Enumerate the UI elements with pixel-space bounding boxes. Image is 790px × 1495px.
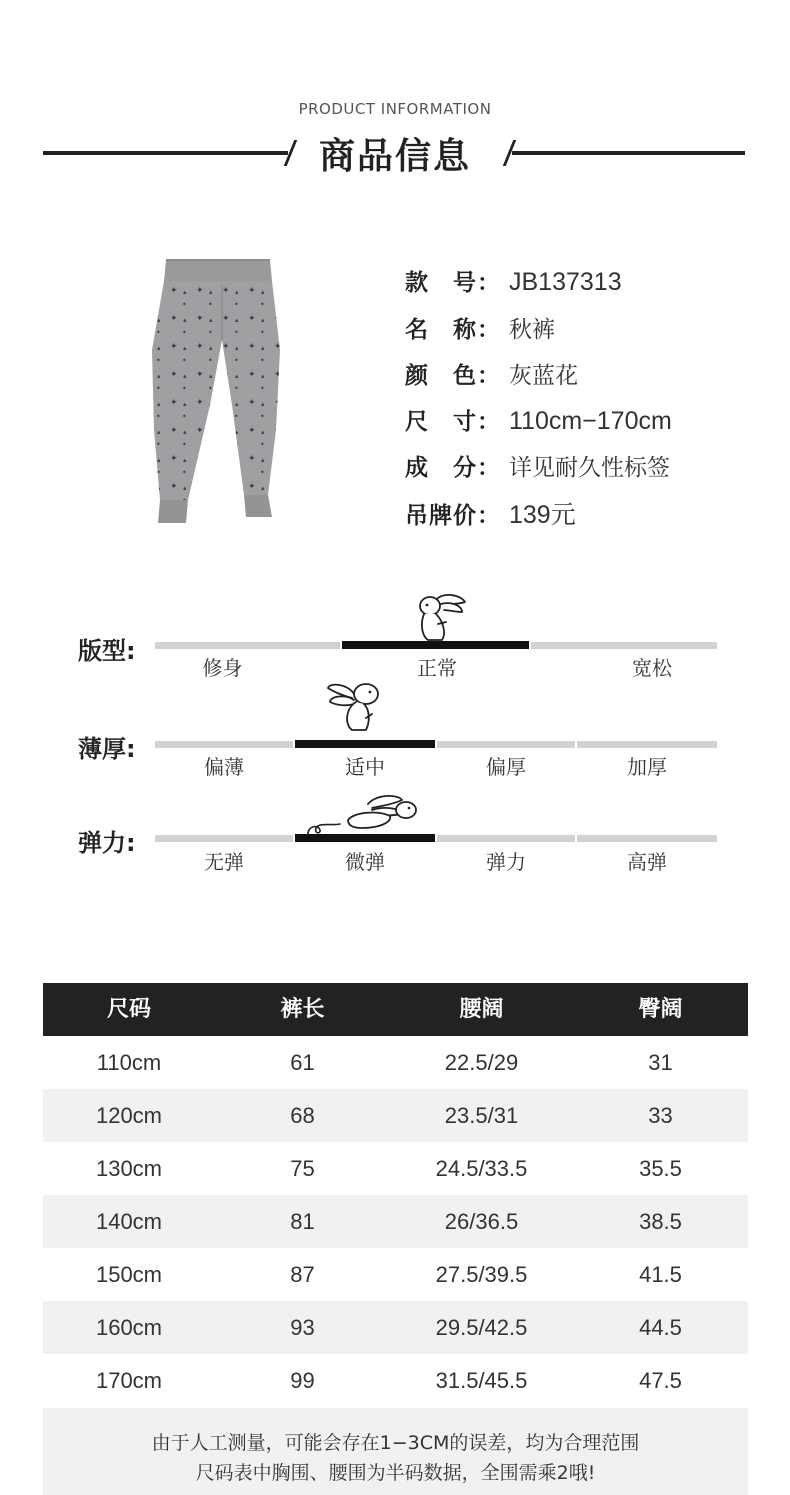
note-line: 尺码表中胸围、腰围为半码数据，全围需乘2哦! xyxy=(195,1462,596,1484)
info-row-material xyxy=(405,449,670,482)
gray-pants-icon xyxy=(140,255,280,527)
info-value: JB137313 xyxy=(509,268,622,296)
table-cell: 24.5/33.5 xyxy=(435,1156,528,1181)
scale-option: 无弹 xyxy=(204,850,244,874)
size-table-header xyxy=(43,983,748,1036)
table-cell: 27.5/39.5 xyxy=(435,1262,528,1287)
info-label: 款 号： xyxy=(405,270,501,296)
table-cell: 26/36.5 xyxy=(444,1209,519,1234)
info-label: 成 分： xyxy=(405,455,501,481)
info-value: 秋裤 xyxy=(509,317,555,343)
info-row-name xyxy=(405,311,555,344)
scale-track-segment xyxy=(577,835,717,842)
scale-option: 宽松 xyxy=(632,656,672,680)
table-cell: 61 xyxy=(290,1050,315,1075)
info-row-size xyxy=(405,403,672,436)
table-row xyxy=(43,1036,748,1089)
rabbit-hopping-icon xyxy=(326,680,386,738)
column-header: 裤长 xyxy=(280,997,325,1022)
scale-track-segment xyxy=(577,741,717,748)
table-cell: 31 xyxy=(648,1050,673,1075)
scale-option: 偏厚 xyxy=(486,755,526,779)
table-cell: 140cm xyxy=(95,1209,163,1234)
column-header: 腰阔 xyxy=(459,997,504,1022)
scale-track-selected xyxy=(295,740,435,748)
table-cell: 120cm xyxy=(95,1103,163,1128)
table-cell: 93 xyxy=(290,1315,315,1340)
table-cell: 130cm xyxy=(95,1156,163,1181)
rabbit-flying-icon xyxy=(306,792,424,836)
product-image xyxy=(140,255,280,531)
scale-track-segment xyxy=(437,741,575,748)
table-cell: 31.5/45.5 xyxy=(435,1368,528,1393)
table-row xyxy=(43,1301,748,1354)
scale-track-segment xyxy=(155,741,293,748)
scale-option: 加厚 xyxy=(627,755,667,779)
section-subtitle: PRODUCT INFORMATION xyxy=(298,100,492,118)
scale-option-selected: 正常 xyxy=(417,656,457,680)
table-cell: 47.5 xyxy=(639,1368,682,1393)
info-row-color xyxy=(405,357,578,390)
info-label: 名 称： xyxy=(405,317,501,343)
table-row xyxy=(43,1142,748,1195)
scale-track-segment xyxy=(155,835,293,842)
table-cell: 38.5 xyxy=(639,1209,682,1234)
table-cell: 99 xyxy=(290,1368,315,1393)
info-label: 尺 寸： xyxy=(405,409,501,435)
table-row xyxy=(43,1195,748,1248)
info-value: 详见耐久性标签 xyxy=(509,455,670,481)
info-value: 139元 xyxy=(509,501,576,529)
scale-option: 修身 xyxy=(202,656,243,680)
table-cell: 160cm xyxy=(95,1315,163,1340)
scale-option: 弹力 xyxy=(486,850,526,874)
scale-label-fit: 版型: xyxy=(78,637,136,665)
table-cell: 87 xyxy=(290,1262,315,1287)
table-row xyxy=(43,1354,748,1407)
table-row xyxy=(43,1089,748,1142)
table-row xyxy=(43,1248,748,1301)
scale-track-segment xyxy=(155,642,340,649)
scale-track-segment xyxy=(437,835,575,842)
table-cell: 68 xyxy=(290,1103,315,1128)
table-cell: 110cm xyxy=(96,1050,162,1075)
scale-label-thickness: 薄厚: xyxy=(78,735,136,763)
table-cell: 23.5/31 xyxy=(444,1103,519,1128)
scale-track-selected xyxy=(342,641,529,649)
title-rule-right xyxy=(512,151,745,155)
note-line: 由于人工测量，可能会存在1−3CM的误差，均为合理范围 xyxy=(151,1432,640,1454)
info-value: 灰蓝花 xyxy=(509,363,578,389)
table-cell: 33 xyxy=(648,1103,673,1128)
column-header: 尺码 xyxy=(106,997,151,1022)
scale-label-elasticity: 弹力: xyxy=(78,829,136,857)
table-cell: 150cm xyxy=(95,1262,163,1287)
table-cell: 81 xyxy=(290,1209,315,1234)
measurement-note xyxy=(43,1408,748,1495)
section-title: 商品信息 xyxy=(318,136,471,177)
table-cell: 75 xyxy=(290,1156,315,1181)
info-row-style-no xyxy=(405,264,622,297)
info-label: 吊牌价： xyxy=(405,503,501,529)
table-cell: 22.5/29 xyxy=(444,1050,519,1075)
scale-option-selected: 微弹 xyxy=(345,850,385,874)
info-value: 110cm−170cm xyxy=(509,407,672,435)
scale-option: 高弹 xyxy=(627,850,667,874)
info-row-price xyxy=(405,495,576,531)
table-cell: 35.5 xyxy=(639,1156,682,1181)
scale-option-selected: 适中 xyxy=(345,755,385,779)
scale-option: 偏薄 xyxy=(204,755,244,779)
table-cell: 44.5 xyxy=(639,1315,682,1340)
table-cell: 170cm xyxy=(95,1368,163,1393)
table-cell: 41.5 xyxy=(639,1262,682,1287)
table-cell: 29.5/42.5 xyxy=(435,1315,528,1340)
rabbit-standing-icon xyxy=(412,590,470,642)
column-header: 臀阔 xyxy=(638,997,683,1022)
info-label: 颜 色： xyxy=(405,363,501,389)
scale-track-segment xyxy=(531,642,717,649)
